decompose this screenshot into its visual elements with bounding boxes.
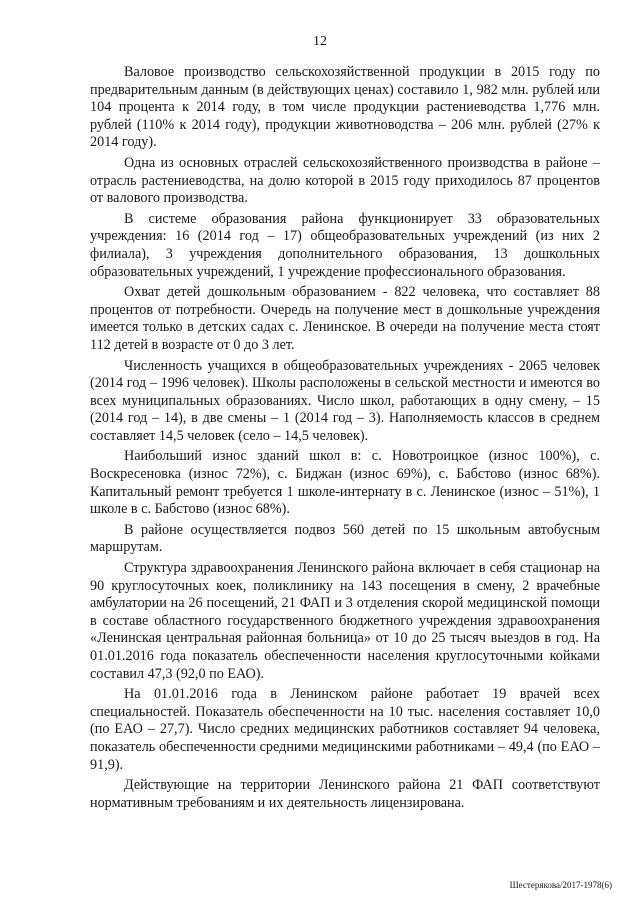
page-number: 12 xyxy=(313,34,327,49)
paragraph-school-wear: Наибольший износ зданий школ в: с. Новотроицкое (износ 100%), с. Воскресеновка (износ 72%), с. Биджан (износ 69%), с. Бабстово (износ 68%). Капитальный ремонт требуется 1 школе-интернату в с. Ленинское (износ – 51%), 1 школе в с. Бабстово (износ 68%). xyxy=(90,448,600,518)
paragraph-healthcare-structure: Структура здравоохранения Ленинского района включает в себя стационар на 90 круглосуточных коек, поликлинику на 143 посещения в смену, 2 врачебные амбулатории на 26 посещений, 21 ФАП и 3 отделения скорой медицинской помощи в составе областного государственного бюджетного учреждения здравоохранения «Ленинская центральная районная больница» от 10 до 25 тысяч выездов в год. На 01.01.2016 года показатель обеспеченности населения круглосуточными койками составил 47,3 (92,0 по ЕАО). xyxy=(90,560,600,682)
paragraph-preschool-coverage: Охват детей дошкольным образованием - 822 человека, что составляет 88 процентов от потребности. Очередь на получение мест в дошкольные учреждения имеется только в детских садах с. Ленинское. В очереди на получение места стоят 112 детей в возрасте от 0 до 3 лет. xyxy=(90,284,600,353)
paragraph-doctors: На 01.01.2016 года в Ленинском районе работает 19 врачей всех специальностей. Показатель обеспеченности на 10 тыс. населения составляет 10,0 (по ЕАО – 27,7). Число средних медицинских работников составляет 94 человека, показатель обеспеченности средними медицинскими работниками – 49,4 (по ЕАО – 91,9). xyxy=(90,686,600,773)
paragraph-fap-licensing: Действующие на территории Ленинского района 21 ФАП соответствуют нормативным требованиям и их деятельность лицензирована. xyxy=(90,777,600,811)
paragraph-student-count: Численность учащихся в общеобразовательных учреждениях - 2065 человек (2014 год – 1996 человек). Школы расположены в сельской местности и имеются во всех муниципальных образованиях. Число школ, работающих в одну смену, – 15 (2014 год – 14), в две смены – 1 (2014 год – 3). Наполняемость классов в среднем составляет 14,5 человек (село – 14,5 человек). xyxy=(90,357,600,444)
document-body xyxy=(90,64,600,815)
paragraph-crop-share: Одна из основных отраслей сельскохозяйственного производства в районе – отрасль растениеводства, на долю которой в 2015 году приходилось 87 процентов от валового производства. xyxy=(90,154,600,207)
paragraph-agriculture-output: Валовое производство сельскохозяйственной продукции в 2015 году по предварительным данным (в действующих ценах) составило 1, 982 млн. рублей или 104 процента к 2014 году, в том числе продукции растениеводства 1,776 млн. рублей (110% к 2014 году), продукции животноводства – 206 млн. рублей (27% к 2014 году). xyxy=(90,64,600,151)
footer-document-code: Шестерякова/2017-1978(6) xyxy=(509,880,612,890)
paragraph-education-system: В системе образования района функционирует 33 образовательных учреждения: 16 (2014 год – 17) общеобразовательных учреждений (из них 2 филиала), 3 учреждения дополнительного образования, 13 дошкольных образовательных учреждений, 1 учреждение профессионального образования. xyxy=(90,210,600,280)
paragraph-school-transport: В районе осуществляется подвоз 560 детей по 15 школьным автобусным маршрутам. xyxy=(90,521,600,556)
